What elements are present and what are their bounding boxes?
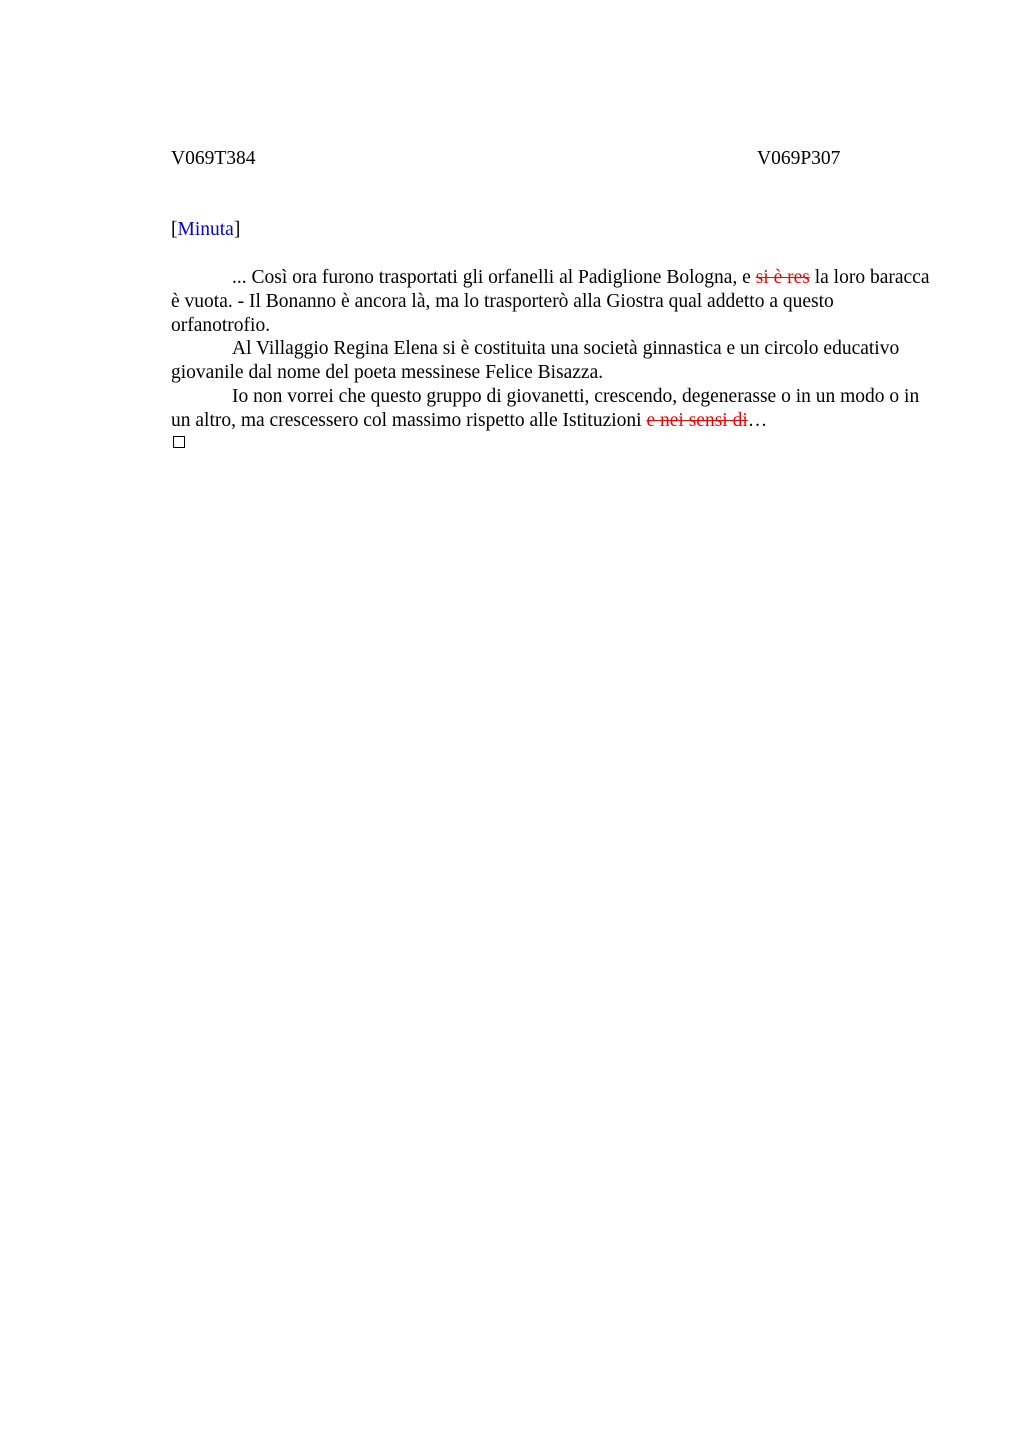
document-code-right: V069P307 xyxy=(757,148,841,169)
paragraph-3 xyxy=(171,385,931,433)
paragraph-1-deleted-text: si è res xyxy=(755,267,810,288)
paragraph-1 xyxy=(171,266,931,337)
document-code-left: V069T384 xyxy=(171,148,256,169)
paragraph-3-text-end: … xyxy=(747,409,768,431)
section-label xyxy=(171,218,240,242)
paragraph-3-text-start: Io non vorrei che questo gruppo di giovanetti, crescendo, degenerasse o in un modo o in un altro, ma crescessero col massimo rispetto alle Istituzioni xyxy=(171,385,920,431)
square-outline-icon xyxy=(173,436,185,448)
open-bracket: [ xyxy=(171,219,178,240)
close-bracket: ] xyxy=(233,219,241,240)
letter-body xyxy=(171,266,931,433)
paragraph-2: Al Villaggio Regina Elena si è costituita una società ginnastica e un circolo educativo giovanile dal nome del poeta messinese Felice Bisazza. xyxy=(171,338,900,384)
paragraph-1-text-start: ... Così ora furono trasportati gli orfanelli al Padiglione Bologna, e xyxy=(232,267,756,288)
paragraph-3-deleted-text: e nei sensi di xyxy=(646,409,748,431)
section-label-word: Minuta xyxy=(177,219,234,240)
paragraph-1-text-end: la loro baracca è vuota. - Il Bonanno è ancora là, ma lo trasporterò alla Giostra qual addetto a questo orfanotrofio. xyxy=(171,267,930,336)
